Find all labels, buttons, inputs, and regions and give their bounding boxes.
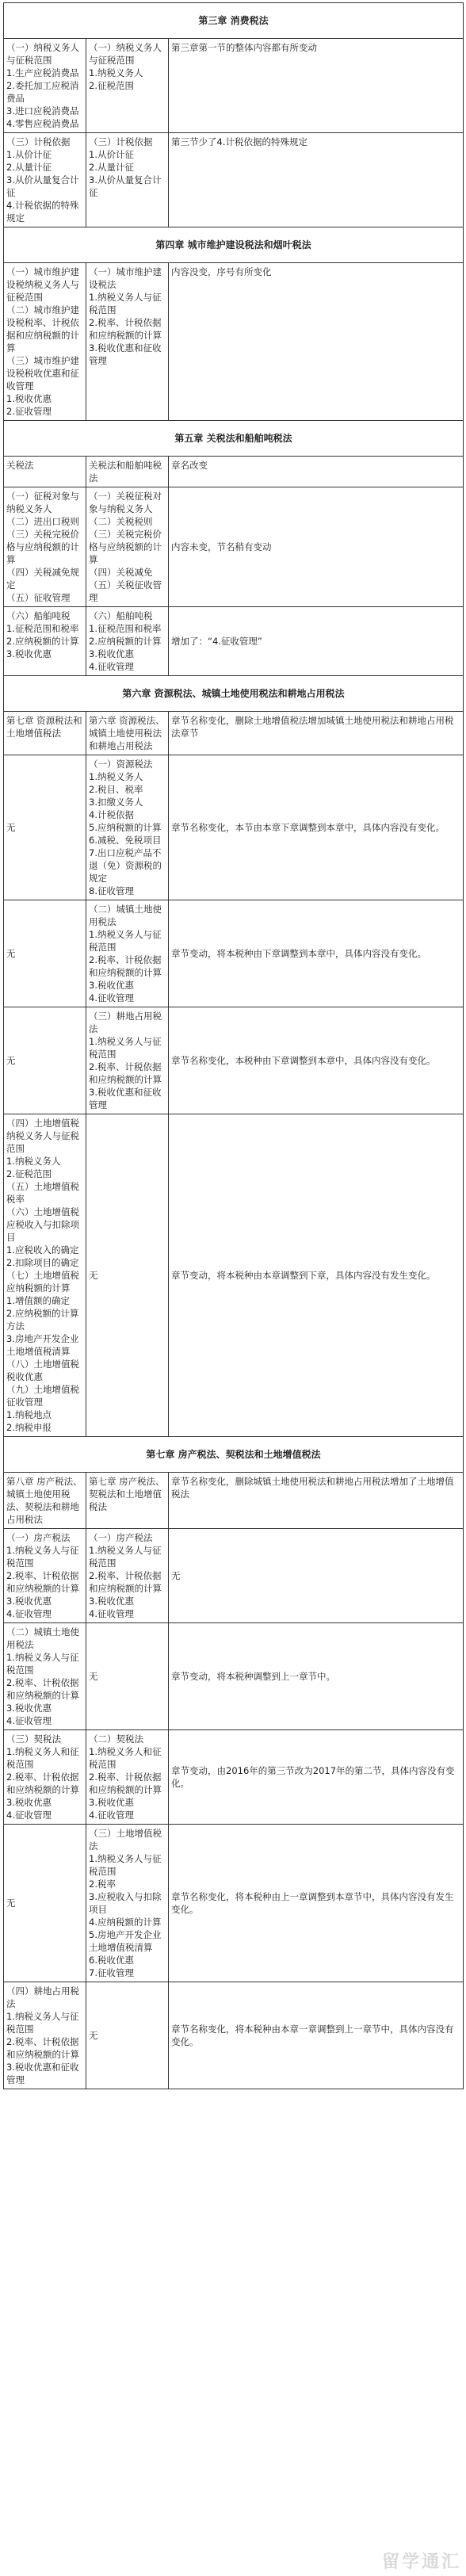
cell-line: 1.从价计征: [6, 149, 52, 160]
cell-line: （一）城市维护建设税法: [89, 266, 162, 290]
cell-line: 4.零售应税消费品: [6, 118, 79, 129]
watermark-logo: 留学通汇: [381, 2552, 461, 2572]
cell-line: （五）征收管理: [6, 592, 71, 603]
new-content-cell: [86, 1473, 169, 1529]
cell-line: 2.税目、税率: [89, 784, 143, 795]
new-content-cell: [86, 1529, 169, 1623]
cell-line: （四）关税减免规定: [6, 567, 79, 590]
cell-line: 关税法: [6, 460, 34, 471]
cell-line: 2.税率、计税依据和应纳税额的计算: [89, 1570, 162, 1594]
cell-line: （八）土地增值税税收优惠: [6, 1359, 79, 1382]
cell-line: （三）契税法: [6, 1733, 61, 1745]
cell-line: 第七章 房产税法、契税法和土地增值税法: [89, 1476, 165, 1512]
cell-line: 关税法和船舶吨税法: [89, 460, 162, 483]
old-content-cell: [4, 1982, 86, 2089]
cell-line: 2.税率、计税依据和应纳税额的计算: [89, 954, 162, 978]
cell-line: 6.税收优惠: [89, 1955, 134, 1966]
cell-line: 5.房地产开发企业土地增值税清算: [89, 1929, 162, 1953]
cell-line: （二）城镇土地使用税法: [89, 904, 162, 927]
table-row: [4, 1825, 464, 1982]
cell-line: 2.税率、计税依据和应纳税额的计算: [6, 2036, 79, 2060]
cell-line: 5.应纳税额的计算: [89, 822, 162, 833]
change-note-cell: [169, 1982, 464, 2089]
cell-line: 无: [171, 1570, 181, 1581]
cell-line: 1.纳税义务人与征税范围: [89, 1036, 162, 1060]
change-note-cell: [169, 263, 464, 421]
cell-line: 8.征收管理: [89, 885, 134, 896]
cell-line: （二）契税法: [89, 1733, 143, 1745]
cell-line: 内容没变，序号有所变化: [171, 266, 272, 277]
new-content-cell: [86, 1114, 169, 1437]
document: [3, 2, 463, 2089]
new-content-cell: [86, 1623, 169, 1730]
table-row: [4, 900, 464, 1007]
cell-line: 2.征收管理: [6, 406, 52, 417]
cell-line: 4.征收管理: [89, 1810, 134, 1821]
cell-line: （三）计税依据: [89, 136, 153, 147]
old-content-cell: [4, 755, 86, 900]
cell-line: 第七章 资源税法和土地增值税法: [6, 715, 82, 739]
cell-line: 3.税收优惠和征收管理: [89, 342, 162, 366]
old-content-cell: [4, 1623, 86, 1730]
cell-line: 3.税收优惠和征收管理: [89, 1087, 162, 1110]
cell-line: 章节名称变化，本税种由下章调整到本章中，具体内容没有变化。: [171, 1055, 436, 1066]
new-content-cell: [86, 1007, 169, 1114]
cell-line: 2.税率: [89, 1878, 116, 1890]
cell-line: 4.征收管理: [6, 1608, 52, 1619]
new-content-cell: [86, 607, 169, 676]
cell-line: 1.纳税地点: [6, 1409, 52, 1420]
new-content-cell: [86, 263, 169, 421]
change-note-cell: [169, 755, 464, 900]
cell-line: （三）关税完税价格与应纳税额的计算: [89, 529, 162, 565]
cell-line: 2.从量计征: [6, 162, 52, 173]
cell-line: 2.税率、计税依据和应纳税额的计算: [6, 1570, 79, 1594]
cell-line: （一）纳税义务人与征税范围: [89, 42, 162, 66]
cell-line: 4.应纳税额的计算: [89, 1917, 162, 1928]
cell-line: 1.纳税义务人与征税范围: [89, 1853, 162, 1877]
cell-line: 2.税率、计税依据和应纳税额的计算: [89, 1771, 162, 1795]
cell-line: （二）城镇土地使用税法: [6, 1626, 79, 1650]
cell-line: 7.出口应税产品不退（免）资源税的规定: [89, 847, 162, 884]
cell-line: 3.房地产开发企业土地增值税清算: [6, 1333, 79, 1357]
cell-line: 3.税收优惠: [89, 1596, 134, 1607]
cell-line: 2.征税范围: [89, 80, 134, 91]
table-row: [4, 263, 464, 421]
cell-line: 2.应纳税额的计算: [6, 636, 79, 647]
cell-line: 4.计税依据: [89, 809, 134, 820]
cell-line: 2.应纳税额的计算: [89, 636, 162, 647]
cell-line: 2.应纳税额的计算方法: [6, 1308, 79, 1332]
cell-line: 1.纳税义务人和征税范围: [89, 1746, 162, 1770]
cell-line: （六）土地增值税应税收入与扣除项目: [6, 1206, 79, 1243]
cell-line: 4.征收管理: [6, 1810, 52, 1821]
cell-line: 1.税收优惠: [6, 393, 52, 404]
cell-line: 无: [89, 1270, 98, 1281]
table-row: [4, 1114, 464, 1437]
table-row: [4, 1529, 464, 1623]
cell-line: 章节名称变化，将本税种由上一章调整到本章节中，具体内容没有发生变化。: [171, 1891, 454, 1915]
cell-line: 7.征收管理: [89, 1967, 134, 1978]
cell-line: 3.应税收入与扣除项目: [89, 1891, 162, 1915]
cell-line: 1.应税收入的确定: [6, 1244, 79, 1256]
old-content-cell: [4, 1473, 86, 1529]
cell-line: 4.计税依据的特殊规定: [6, 200, 79, 224]
table-row: [4, 1982, 464, 2089]
cell-line: 无: [6, 1898, 16, 1909]
new-content-cell: [86, 39, 169, 133]
cell-line: （九）土地增值税征收管理: [6, 1384, 79, 1408]
cell-line: （五）土地增值税税率: [6, 1181, 79, 1205]
change-note-cell: [169, 1623, 464, 1730]
cell-line: 3.税收优惠: [89, 648, 134, 659]
cell-line: （六）船舶吨税: [89, 610, 153, 621]
cell-line: （一）房产税法: [89, 1532, 153, 1543]
change-note-cell: [169, 712, 464, 755]
change-note-cell: [169, 487, 464, 607]
cell-line: 1.纳税义务人: [6, 1156, 61, 1167]
cell-line: 2.税率、计税依据和应纳税额的计算: [89, 1061, 162, 1085]
cell-line: 4.征收管理: [89, 1608, 134, 1619]
table-row: [4, 457, 464, 487]
chapter-title: 第三章 消费税法: [4, 3, 464, 39]
change-note-cell: [169, 1529, 464, 1623]
cell-line: （一）城市维护建设税纳税义务人与征税范围: [6, 266, 79, 303]
new-content-cell: [86, 712, 169, 755]
cell-line: （四）关税减免: [89, 567, 153, 578]
cell-line: 章节名称变化，删除土地增值税法增加城镇土地使用税法和耕地占用税法章节: [171, 715, 454, 739]
table-row: [4, 487, 464, 607]
new-content-cell: [86, 133, 169, 227]
cell-line: （七）土地增值税应纳税额的计算: [6, 1270, 79, 1294]
table-row: [4, 1730, 464, 1825]
change-note-cell: [169, 133, 464, 227]
cell-line: （三）关税完税价格与应纳税额的计算: [6, 529, 79, 565]
cell-line: 1.纳税义务人: [89, 771, 143, 782]
cell-line: 1.纳税义务人: [89, 67, 143, 78]
cell-line: 4.征收管理: [89, 992, 134, 1003]
table-row: [4, 1623, 464, 1730]
cell-line: 1.生产应税消费品: [6, 67, 79, 78]
table-row: [4, 755, 464, 900]
table-row: [4, 133, 464, 227]
old-content-cell: [4, 39, 86, 133]
cell-line: 章名改变: [171, 460, 208, 471]
cell-line: 章节名称变化，本节由本章下章调整到本章中，具体内容没有变化。: [171, 822, 445, 833]
cell-line: 第三章第一节的整体内容都有所变动: [171, 42, 317, 53]
cell-line: 2.税率、计税依据和应纳税额的计算: [6, 1771, 79, 1795]
cell-line: 1.纳税义务人与征税范围: [6, 2011, 79, 2035]
cell-line: 2.从量计征: [89, 162, 134, 173]
cell-line: 3.税收优惠: [6, 1703, 52, 1714]
cell-line: （一）关税征税对象与纳税义务人: [89, 491, 162, 514]
cell-line: 3.税收优惠: [6, 648, 52, 659]
cell-line: 无: [6, 948, 16, 959]
cell-line: （三）耕地占用税法: [89, 1011, 162, 1034]
change-note-cell: [169, 1730, 464, 1825]
table-row: [4, 1007, 464, 1114]
table-row: [4, 712, 464, 755]
cell-line: 1.纳税义务人与征税范围: [6, 1652, 79, 1676]
cell-line: 3.从价从量复合计征: [6, 174, 79, 198]
cell-line: （一）征税对象与纳税义务人: [6, 491, 79, 514]
cell-line: 3.税收优惠: [89, 980, 134, 991]
new-content-cell: [86, 755, 169, 900]
old-content-cell: [4, 712, 86, 755]
old-content-cell: [4, 457, 86, 487]
cell-line: 3.税收优惠: [6, 1596, 52, 1607]
cell-line: 3.从价从量复合计征: [89, 174, 162, 198]
cell-line: 2.扣除项目的确定: [6, 1257, 79, 1268]
change-note-cell: [169, 900, 464, 1007]
old-content-cell: [4, 607, 86, 676]
cell-line: （一）房产税法: [6, 1532, 71, 1543]
old-content-cell: [4, 133, 86, 227]
cell-line: （二）城市维护建设税税率、计税依据和应纳税额的计算: [6, 304, 79, 354]
cell-line: （二）关税税则: [89, 516, 153, 527]
new-content-cell: [86, 457, 169, 487]
old-content-cell: [4, 1007, 86, 1114]
new-content-cell: [86, 1982, 169, 2089]
old-content-cell: [4, 487, 86, 607]
cell-line: 无: [89, 1671, 98, 1682]
cell-line: 4.征收管理: [89, 661, 134, 672]
table-row: [4, 1473, 464, 1529]
change-note-cell: [169, 39, 464, 133]
cell-line: （三）土地增值税法: [89, 1828, 162, 1852]
cell-line: 3.税收优惠: [89, 1797, 134, 1808]
cell-line: 4.征收管理: [6, 1715, 52, 1726]
cell-line: 3.扣缴义务人: [89, 797, 143, 808]
cell-line: 6.减税、免税项目: [89, 835, 162, 846]
cell-line: 1.纳税义务人与征税范围: [6, 1545, 79, 1569]
cell-line: 1.纳税义务人和征税范围: [6, 1746, 79, 1770]
old-content-cell: [4, 1825, 86, 1982]
cell-line: 第六章 资源税法、城镇土地使用税法和耕地占用税法: [89, 715, 165, 751]
cell-line: 章节变动，将本税种调整到上一章节中。: [171, 1671, 335, 1682]
cell-line: 1.纳税义务人与征税范围: [89, 929, 162, 953]
chapter-title: 第五章 关税法和船舶吨税法: [4, 421, 464, 457]
cell-line: （四）土地增值税纳税义务人与征税范围: [6, 1118, 79, 1154]
cell-line: 1.纳税义务人与征税范围: [89, 1545, 162, 1569]
table-row: [4, 607, 464, 676]
old-content-cell: [4, 900, 86, 1007]
cell-line: （五）关税征收管理: [89, 579, 162, 603]
old-content-cell: [4, 263, 86, 421]
cell-line: （四）耕地占用税法: [6, 1986, 79, 2009]
cell-line: 2.征税范围: [6, 1168, 52, 1179]
change-note-cell: [169, 607, 464, 676]
cell-line: 3.税收优惠和征收管理: [6, 2062, 79, 2085]
chapter-title: 第六章 资源税法、城镇土地使用税法和耕地占用税法: [4, 676, 464, 712]
cell-line: 第三节少了4.计税依据的特殊规定: [171, 136, 307, 147]
cell-line: 1.从价计征: [89, 149, 134, 160]
change-note-cell: [169, 1825, 464, 1982]
cell-line: 无: [6, 1055, 16, 1066]
cell-line: 章节变动，将本税种由本章调整到下章，具体内容没有发生变化。: [171, 1270, 436, 1281]
table-row: [4, 39, 464, 133]
cell-line: 无: [6, 822, 16, 833]
cell-line: （六）船舶吨税: [6, 610, 71, 621]
cell-line: 3.税收优惠: [6, 1797, 52, 1808]
cell-line: 2.委托加工应税消费品: [6, 80, 79, 104]
cell-line: 1.增值额的确定: [6, 1295, 70, 1306]
change-note-cell: [169, 1473, 464, 1529]
old-content-cell: [4, 1529, 86, 1623]
cell-line: 增加了：“4.征收管理”: [171, 636, 262, 647]
cell-line: （一）纳税义务人与征税范围: [6, 42, 79, 66]
new-content-cell: [86, 487, 169, 607]
cell-line: （二）进出口税则: [6, 516, 79, 527]
cell-line: 2.税率、计税依据和应纳税额的计算: [6, 1677, 79, 1701]
cell-line: 章节变动，将本税种由下章调整到本章中，具体内容没有变化。: [171, 948, 426, 959]
change-note-cell: [169, 457, 464, 487]
cell-line: 章节变动，由2016年的第三节改为2017年的第二节，具体内容没有变化。: [171, 1765, 455, 1789]
cell-line: 1.征税范围和税率: [6, 623, 79, 634]
cell-line: 章节名称变化，将本税种由本章一章调整到上一章节中，具体内容没有变化。: [171, 2024, 454, 2047]
old-content-cell: [4, 1114, 86, 1437]
change-note-cell: [169, 1114, 464, 1437]
cell-line: 1.纳税义务人与征税范围: [89, 292, 162, 315]
cell-line: 3.进口应税消费品: [6, 105, 79, 117]
old-content-cell: [4, 1730, 86, 1825]
cell-line: （一）资源税法: [89, 759, 153, 770]
cell-line: 章节名称变化，删除城镇土地使用税法和耕地占用税法增加了土地增值税法: [171, 1476, 454, 1500]
comparison-table: [3, 2, 464, 2089]
cell-line: （三）计税依据: [6, 136, 71, 147]
chapter-title: 第七章 房产税法、契税法和土地增值税法: [4, 1437, 464, 1473]
new-content-cell: [86, 900, 169, 1007]
new-content-cell: [86, 1825, 169, 1982]
cell-line: 无: [89, 2030, 98, 2041]
change-note-cell: [169, 1007, 464, 1114]
cell-line: （三）城市维护建设税税收优惠和征收管理: [6, 355, 79, 392]
cell-line: 内容未变，节名稍有变动: [171, 541, 272, 552]
cell-line: 2.税率、计税依据和应纳税额的计算: [89, 317, 162, 341]
new-content-cell: [86, 1730, 169, 1825]
cell-line: 第八章 房产税法、城镇土地使用税法、契税法和耕地占用税法: [6, 1476, 82, 1525]
cell-line: 1.征税范围和税率: [89, 623, 162, 634]
chapter-title: 第四章 城市维护建设税法和烟叶税法: [4, 227, 464, 263]
cell-line: 2.纳税申报: [6, 1422, 52, 1433]
